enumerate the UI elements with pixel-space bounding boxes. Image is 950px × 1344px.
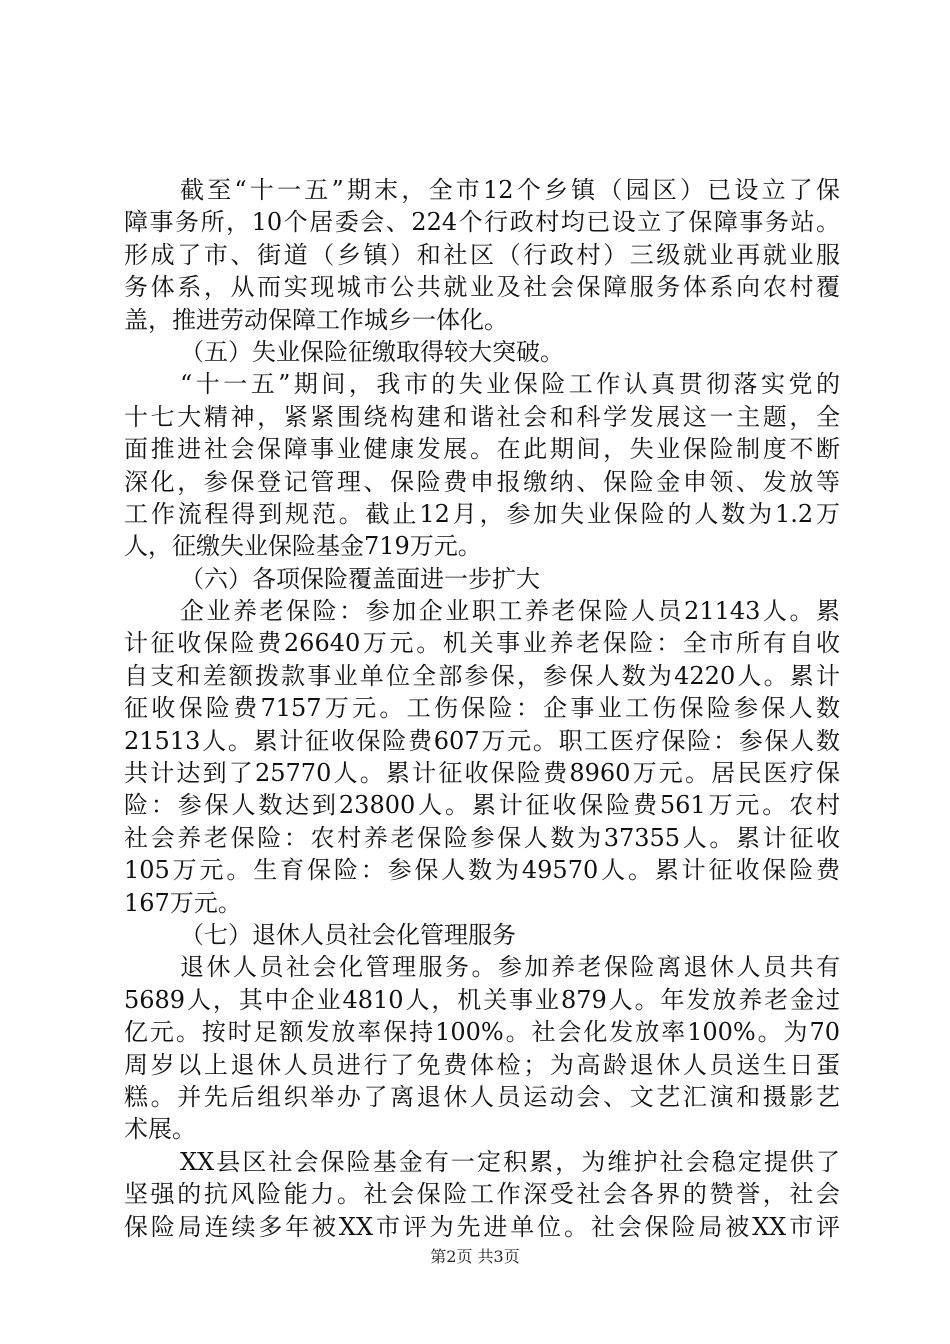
paragraph-line: 社会养老保险：农村养老保险参保人数为37355人。累计征收 (124, 823, 840, 852)
paragraph-line: 形成了市、街道（乡镇）和社区（行政村）三级就业再就业服 (124, 240, 840, 269)
paragraph-line: 5689人，其中企业4810人，机关事业879人。年发放养老金过 (124, 985, 840, 1014)
paragraph-line: 糕。并先后组织举办了离退休人员运动会、文艺汇演和摄影艺 (124, 1082, 840, 1111)
paragraph-line: 盖，推进劳动保障工作城乡一体化。 (124, 305, 508, 334)
paragraph-line: 坚强的抗风险能力。社会保险工作深受社会各界的赞誉，社会 (124, 1180, 840, 1209)
paragraph-line: 工作流程得到规范。截止12月，参加失业保险的人数为1.2万 (124, 499, 840, 528)
paragraph-line: 保险局连续多年被XX市评为先进单位。社会保险局被XX市评 (124, 1212, 840, 1241)
paragraph-line: 周岁以上退休人员进行了免费体检；为高龄退休人员送生日蛋 (124, 1050, 840, 1079)
paragraph-line: 十七大精神，紧紧围绕构建和谐社会和科学发展这一主题，全 (124, 402, 840, 431)
paragraph-line: 人，征缴失业保险基金719万元。 (124, 532, 482, 561)
paragraph-line: 征收保险费7157万元。工伤保险：企事业工伤保险参保人数 (124, 694, 840, 723)
paragraph-line: 退休人员社会化管理服务。参加养老保险离退休人员共有 (180, 953, 840, 982)
page-number: 第2页 共3页 (430, 1247, 520, 1266)
paragraph-line: 面推进社会保障事业健康发展。在此期间，失业保险制度不断 (124, 435, 840, 464)
paragraph-line: 21513人。累计征收保险费607万元。职工医疗保险：参保人数 (124, 726, 840, 755)
section-heading: （五）失业保险征缴取得较大突破。 (180, 337, 564, 366)
document-body (124, 174, 840, 1243)
paragraph-line: 167万元。 (124, 888, 242, 917)
paragraph-line: 险：参保人数达到23800人。累计征收保险费561万元。农村 (124, 791, 840, 820)
paragraph-line: 障事务所，10个居委会、224个行政村均已设立了保障事务站。 (124, 208, 840, 237)
paragraph-line: XX县区社会保险基金有一定积累，为维护社会稳定提供了 (180, 1147, 840, 1176)
paragraph-line: 术展。 (124, 1115, 196, 1144)
paragraph-line: 自支和差额拨款事业单位全部参保，参保人数为4220人。累计 (124, 661, 840, 690)
section-heading: （六）各项保险覆盖面进一步扩大 (180, 564, 540, 593)
paragraph-line: 深化，参保登记管理、保险费申报缴纳、保险金申领、发放等 (124, 467, 840, 496)
paragraph-line: 企业养老保险：参加企业职工养老保险人员21143人。累 (180, 597, 840, 626)
paragraph-line: 计征收保险费26640万元。机关事业养老保险：全市所有自收 (124, 629, 840, 658)
paragraph-line: 共计达到了25770人。累计征收保险费8960万元。居民医疗保 (124, 759, 840, 788)
section-heading: （七）退休人员社会化管理服务 (180, 920, 516, 949)
paragraph-line: 截至“十一五”期末，全市12个乡镇（园区）已设立了保 (180, 176, 840, 204)
paragraph-line: 务体系，从而实现城市公共就业及社会保障服务体系向农村覆 (124, 273, 840, 302)
paragraph-line: 亿元。按时足额发放率保持100%。社会化发放率100%。为70 (124, 1018, 840, 1047)
paragraph-line: 105万元。生育保险：参保人数为49570人。累计征收保险费 (124, 856, 840, 885)
paragraph-line: “十一五”期间，我市的失业保险工作认真贯彻落实党的 (180, 370, 840, 399)
